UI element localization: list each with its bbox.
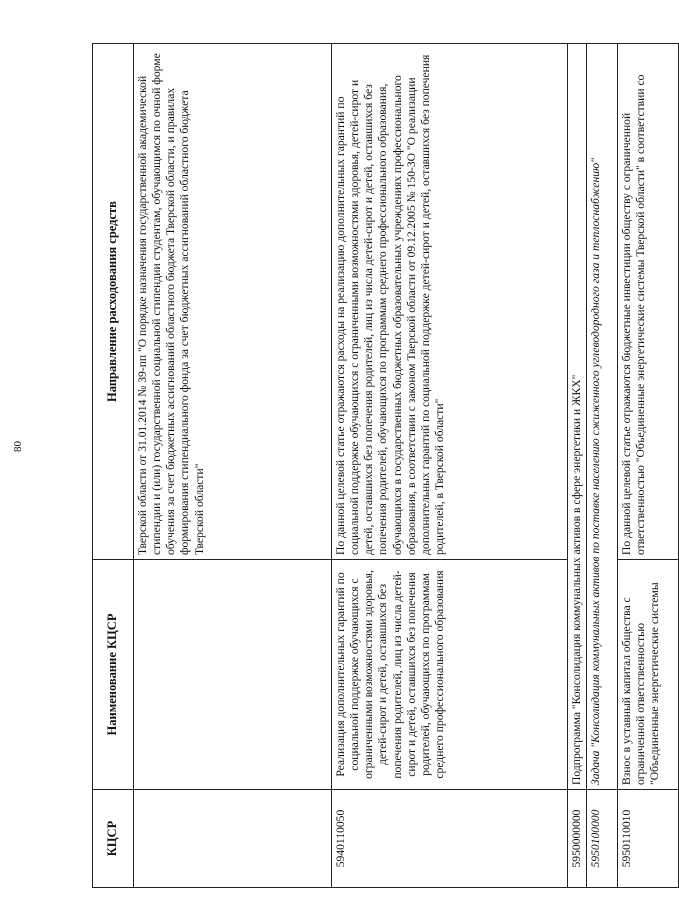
header-name: Наименование КЦСР	[93, 560, 134, 790]
header-direction: Направление расходования средств	[93, 44, 134, 560]
cell-code	[134, 790, 332, 888]
cell-name	[134, 560, 332, 790]
table-header-row	[93, 44, 134, 888]
cell-code: 5950000000	[568, 790, 587, 888]
cell-name: Реализация дополнительных гарантий по социальной поддержке обучающихся с ограниченными возможностями здоровья, детей-сирот и детей, оставшихся без попечения родителей, лиц из числа детей-сирот и детей, оставшихся без попечения родителей, обучающихся по программам среднего профессионального образования	[332, 560, 568, 790]
cell-code: 5950110010	[618, 790, 679, 888]
rotated-table-container	[92, 44, 662, 888]
cell-code: 5940110050	[332, 790, 568, 888]
cell-task-title: Задача "Консолидация коммунальных активов по поставке населению сжиженного углеводородного газа и теплоснабжению"	[587, 44, 618, 790]
cell-subprogram-title: Подпрограмма "Консолидация коммунальных активов в сфере энергетики и ЖКХ"	[568, 44, 587, 790]
table-row-task	[587, 44, 618, 888]
table-row	[134, 44, 332, 888]
header-code: КЦСР	[93, 790, 134, 888]
page-number: 80	[12, 441, 24, 452]
cell-direction: По данной целевой статье отражаются расходы на реализацию дополнительных гарантий по социальной поддержке обучающихся с ограниченными возможностями здоровья, детей-сирот и детей, оставшихся без попечения родителей, лиц из числа детей-сирот и детей, оставшихся без попечения родителей, обучающихся по программам среднего профессионального образования, обучающихся в государственных бюджетных образовательных учреждениях профессионального образования, в соответствии с законом Тверской области от 09.12.2005 № 150-ЗО "О реализации дополнительных гарантий по социальной поддержке детей-сирот и детей, оставшихся без попечения родителей, в Тверской области"	[332, 44, 568, 560]
table-row-subprogram	[568, 44, 587, 888]
table-row	[332, 44, 568, 888]
cell-direction: Тверской области от 31.01.2014 № 39-пп "О порядке назначения государственной академической стипендии и (или) государственной социальной стипендии студентам, обучающимся по очной форме обучения за счет бюджетных ассигнований областного бюджета Тверской области, и правилах формирования стипендиального фонда за счет бюджетных ассигнований областного бюджета Тверской области"	[134, 44, 332, 560]
cell-code: 5950100000	[587, 790, 618, 888]
table-row	[618, 44, 679, 888]
cell-name: Взнос в уставный капитал общества с ограниченной ответственностью "Объединенные энергетические системы	[618, 560, 679, 790]
kcsr-table	[92, 43, 679, 888]
cell-direction: По данной целевой статье отражаются бюджетные инвестиции обществу с ограниченной ответственностью "Объединенные энергетические системы Тверской области" в соответствии со	[618, 44, 679, 560]
